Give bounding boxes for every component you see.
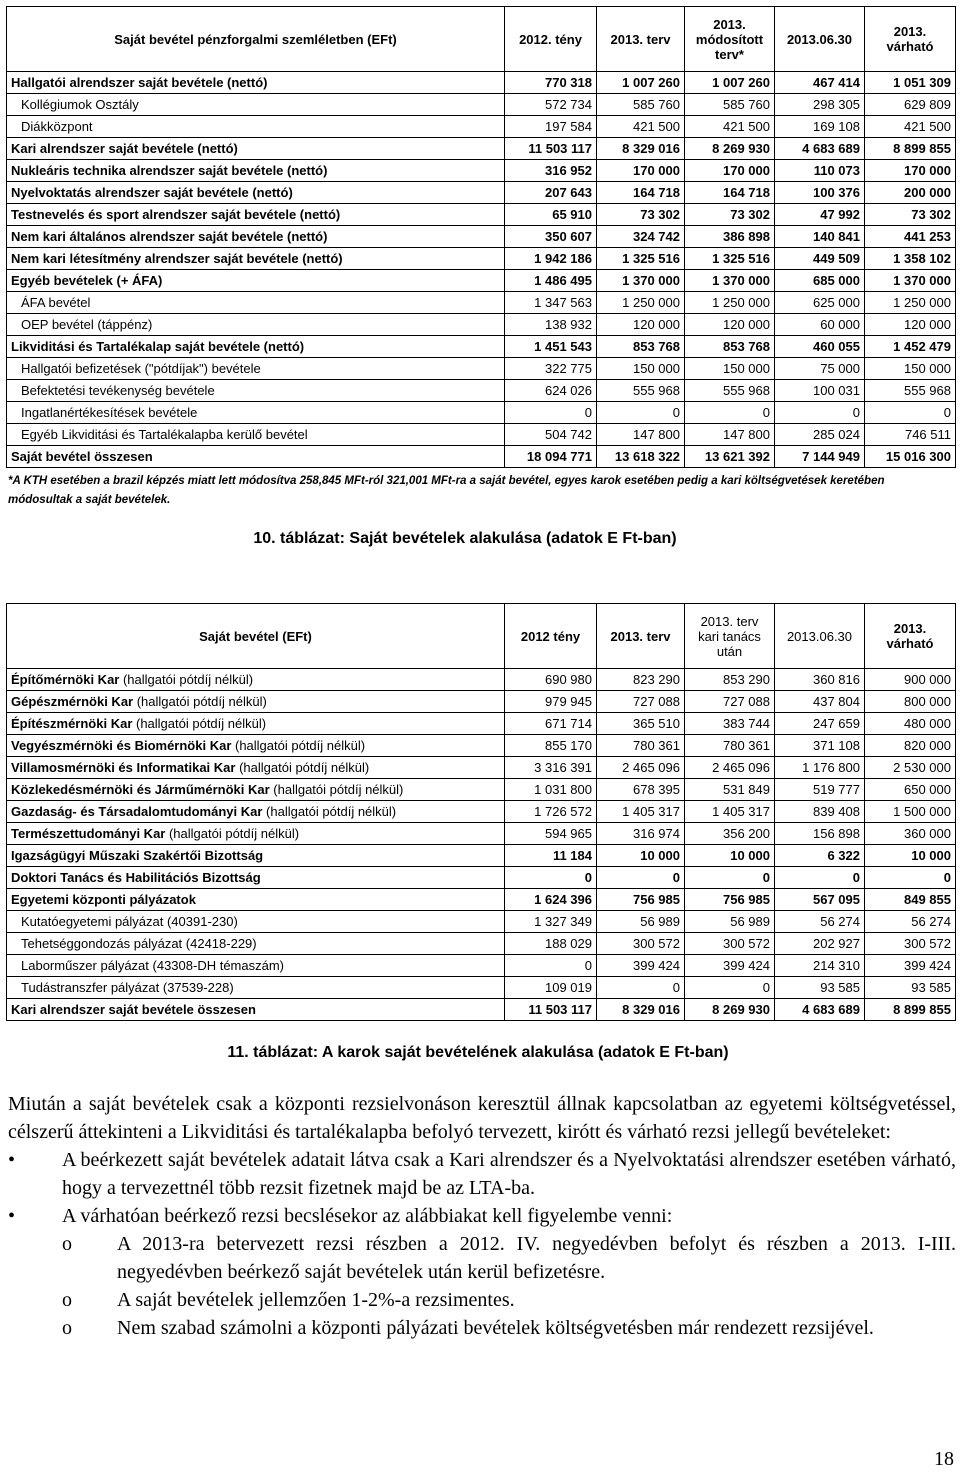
cell-value: 324 742 [597,226,685,248]
column-header: 2013. várható [865,604,956,669]
unit-note: (hallgatói pótdíj nélkül) [269,782,404,797]
table-row [7,691,956,713]
table-row [7,713,956,735]
cell-value: 746 511 [865,424,956,446]
cell-value: 399 424 [685,955,775,977]
cell-value: 480 000 [865,713,956,735]
unit-name: Közlekedésmérnöki és Járműmérnöki Kar [11,782,270,797]
table-row [7,801,956,823]
cell-value: 1 624 396 [505,889,597,911]
cell-value: 93 585 [865,977,956,999]
table-row [7,336,956,358]
cell-value: 0 [505,402,597,424]
column-header: 2013. módosított terv* [685,7,775,72]
cell-value: 1 007 260 [685,72,775,94]
table-footnote: *A KTH esetében a brazil képzés miatt lett módosítva 258,845 MFt-ról 321,001 MFt-ra a saját bevétel, egyes karok esetében pedig a kari költségvetések keretében módosultak a saját bevételek. [8,475,885,506]
unit-note: Kutatóegyetemi pályázat (40391-230) [21,914,238,929]
table-row [7,911,956,933]
cell-value: 820 000 [865,735,956,757]
cell-value: 1 176 800 [775,757,865,779]
circle-bullet-icon: o [62,1317,72,1339]
row-label: Egyéb bevételek (+ ÁFA) [7,270,505,292]
row-label [7,977,505,999]
bullet-icon: • [8,1205,16,1227]
row-label [7,867,505,889]
cell-value: 360 816 [775,669,865,691]
cell-value: 678 395 [597,779,685,801]
cell-value: 156 898 [775,823,865,845]
unit-note: (hallgatói pótdíj nélkül) [235,760,370,775]
unit-note: (hallgatói pótdíj nélkül) [262,804,397,819]
unit-note: Tudástranszfer pályázat (37539-228) [21,980,234,995]
unit-name: Igazságügyi Műszaki Szakértői Bizottság [11,848,264,863]
cell-value: 849 855 [865,889,956,911]
unit-note: (hallgatói pótdíj nélkül) [132,716,267,731]
cell-value: 756 985 [685,889,775,911]
cell-value: 8 329 016 [597,999,685,1021]
table-row [7,358,956,380]
table-row [7,94,956,116]
bullet-item [8,1146,956,1202]
cell-value: 421 500 [685,116,775,138]
cell-value: 629 809 [865,94,956,116]
cell-value: 0 [865,402,956,424]
cell-value: 56 989 [597,911,685,933]
table-row [7,669,956,691]
cell-value: 853 290 [685,669,775,691]
cell-value: 625 000 [775,292,865,314]
row-label [7,823,505,845]
cell-value: 188 029 [505,933,597,955]
table-row [7,977,956,999]
table-row [7,116,956,138]
bullet-text: A várhatóan beérkező rezsi becslésekor az alábbiakat kell figyelembe venni: [62,1205,673,1227]
cell-value: 900 000 [865,669,956,691]
row-label: Kollégiumok Osztály [7,94,505,116]
cell-value: 8 899 855 [865,138,956,160]
cell-value: 690 980 [505,669,597,691]
table-row [7,314,956,336]
cell-value: 147 800 [685,424,775,446]
table-caption: 11. táblázat: A karok saját bevételének alakulása (adatok E Ft-ban) [227,1044,729,1061]
cell-value: 100 031 [775,380,865,402]
row-label [7,933,505,955]
table-row [7,845,956,867]
cell-value: 0 [597,977,685,999]
unit-name: Kari alrendszer saját bevétele összesen [11,1002,256,1017]
cell-value: 300 572 [597,933,685,955]
cell-value: 138 932 [505,314,597,336]
table-row [7,138,956,160]
cell-value: 585 760 [685,94,775,116]
cell-value: 1 250 000 [685,292,775,314]
cell-value: 150 000 [865,358,956,380]
cell-value: 247 659 [775,713,865,735]
table-row [7,757,956,779]
cell-value: 170 000 [685,160,775,182]
cell-value: 0 [505,867,597,889]
cell-value: 756 985 [597,889,685,911]
cell-value: 202 927 [775,933,865,955]
cell-value: 10 000 [597,845,685,867]
unit-name: Építészmérnöki Kar [11,716,133,731]
unit-name: Egyetemi központi pályázatok [11,892,196,907]
cell-value: 727 088 [685,691,775,713]
cell-value: 207 643 [505,182,597,204]
row-label [7,801,505,823]
cell-value: 449 509 [775,248,865,270]
unit-name: Vegyészmérnöki és Biomérnöki Kar [11,738,232,753]
bullet-item [8,1202,956,1230]
row-label: Nyelvoktatás alrendszer saját bevétele (nettó) [7,182,505,204]
unit-note: (hallgatói pótdíj nélkül) [119,672,254,687]
row-label: Saját bevétel összesen [7,446,505,468]
cell-value: 0 [505,955,597,977]
cell-value: 65 910 [505,204,597,226]
cell-value: 504 742 [505,424,597,446]
row-label: Hallgatói befizetések ("pótdíjak") bevétele [7,358,505,380]
column-header: 2013.06.30 [775,604,865,669]
cell-value: 164 718 [685,182,775,204]
cell-value: 100 376 [775,182,865,204]
circle-bullet-icon: o [62,1233,72,1255]
cell-value: 109 019 [505,977,597,999]
cell-value: 300 572 [865,933,956,955]
cell-value: 8 899 855 [865,999,956,1021]
unit-note: Laborműszer pályázat (43308-DH témaszám) [21,958,284,973]
cell-value: 140 841 [775,226,865,248]
cell-value: 298 305 [775,94,865,116]
row-label [7,713,505,735]
cell-value: 2 465 096 [685,757,775,779]
cell-value: 0 [597,867,685,889]
cell-value: 60 000 [775,314,865,336]
column-header: 2013. várható [865,7,956,72]
cell-value: 360 000 [865,823,956,845]
page-number: 18 [934,1448,954,1470]
cell-value: 839 408 [775,801,865,823]
cell-value: 371 108 [775,735,865,757]
cell-value: 8 269 930 [685,999,775,1021]
cell-value: 1 347 563 [505,292,597,314]
table-row [7,226,956,248]
table-row [7,823,956,845]
cell-value: 421 500 [597,116,685,138]
row-label: Testnevelés és sport alrendszer saját bevétele (nettó) [7,204,505,226]
cell-value: 13 618 322 [597,446,685,468]
cell-value: 56 989 [685,911,775,933]
table-row [7,380,956,402]
cell-value: 1 031 800 [505,779,597,801]
cell-value: 170 000 [597,160,685,182]
table-header-row [7,7,956,72]
cell-value: 1 726 572 [505,801,597,823]
cell-value: 399 424 [865,955,956,977]
cell-value: 73 302 [685,204,775,226]
row-label [7,779,505,801]
cell-value: 1 250 000 [597,292,685,314]
unit-name: Gépészmérnöki Kar [11,694,134,709]
cell-value: 73 302 [865,204,956,226]
cell-value: 770 318 [505,72,597,94]
sub-list-text: A saját bevételek jellemzően 1-2%-a rezsimentes. [117,1289,515,1311]
table-row [7,446,956,468]
cell-value: 555 968 [597,380,685,402]
table-caption: 10. táblázat: Saját bevételek alakulása (adatok E Ft-ban) [253,530,677,547]
cell-value: 853 768 [685,336,775,358]
cell-value: 1 405 317 [597,801,685,823]
cell-value: 169 108 [775,116,865,138]
row-label [7,691,505,713]
cell-value: 0 [685,867,775,889]
row-label: OEP bevétel (táppénz) [7,314,505,336]
cell-value: 316 974 [597,823,685,845]
cell-value: 1 500 000 [865,801,956,823]
cell-value: 2 465 096 [597,757,685,779]
cell-value: 0 [865,867,956,889]
cell-value: 150 000 [597,358,685,380]
cell-value: 567 095 [775,889,865,911]
table-row [7,72,956,94]
cell-value: 1 405 317 [685,801,775,823]
cell-value: 7 144 949 [775,446,865,468]
cell-value: 120 000 [685,314,775,336]
bullet-icon: • [8,1149,16,1171]
cell-value: 572 734 [505,94,597,116]
cell-value: 8 269 930 [685,138,775,160]
cell-value: 531 849 [685,779,775,801]
row-label: Diákközpont [7,116,505,138]
cell-value: 467 414 [775,72,865,94]
sub-list-item [8,1314,956,1342]
cell-value: 1 007 260 [597,72,685,94]
cell-value: 15 016 300 [865,446,956,468]
cell-value: 555 968 [865,380,956,402]
row-label [7,669,505,691]
cell-value: 8 329 016 [597,138,685,160]
column-header: 2012. tény [505,7,597,72]
cell-value: 13 621 392 [685,446,775,468]
row-label: Hallgatói alrendszer saját bevétele (nettó) [7,72,505,94]
table-header-row [7,604,956,669]
row-label [7,889,505,911]
table-row [7,204,956,226]
sub-list-text: Nem szabad számolni a központi pályázati bevételek költségvetésben már rendezett rezsijével. [117,1317,874,1339]
cell-value: 214 310 [775,955,865,977]
cell-value: 1 325 516 [597,248,685,270]
cell-value: 823 290 [597,669,685,691]
row-label [7,757,505,779]
row-label [7,911,505,933]
cell-value: 853 768 [597,336,685,358]
table-row [7,999,956,1021]
cell-value: 56 274 [775,911,865,933]
cell-value: 671 714 [505,713,597,735]
column-header: Saját bevétel (EFt) [7,604,505,669]
cell-value: 4 683 689 [775,138,865,160]
unit-note: (hallgatói pótdíj nélkül) [133,694,267,709]
column-header: 2012 tény [505,604,597,669]
cell-value: 594 965 [505,823,597,845]
cell-value: 555 968 [685,380,775,402]
cell-value: 150 000 [685,358,775,380]
cell-value: 1 370 000 [597,270,685,292]
cell-value: 56 274 [865,911,956,933]
cell-value: 421 500 [865,116,956,138]
column-header: Saját bevétel pénzforgalmi szemléletben (EFt) [7,7,505,72]
cell-value: 386 898 [685,226,775,248]
row-label: Likviditási és Tartalékalap saját bevétele (nettó) [7,336,505,358]
cell-value: 285 024 [775,424,865,446]
cell-value: 399 424 [597,955,685,977]
cell-value: 73 302 [597,204,685,226]
row-label: Nem kari létesítmény alrendszer saját bevétele (nettó) [7,248,505,270]
cell-value: 1 370 000 [685,270,775,292]
intro-paragraph: Miután a saját bevételek csak a központi rezsielvonáson keresztül állnak kapcsolatban az egyetemi költségvetéssel, célszerű áttekinteni a Likviditási és tartalékalapba befolyó tervezett, kirótt és várható rezsi jellegű bevételeket: [8,1093,956,1143]
unit-note: Tehetséggondozás pályázat (42418-229) [21,936,257,951]
cell-value: 110 073 [775,160,865,182]
table-row [7,955,956,977]
cell-value: 350 607 [505,226,597,248]
table-row [7,889,956,911]
table-row [7,270,956,292]
cell-value: 197 584 [505,116,597,138]
row-label: Nem kari általános alrendszer saját bevétele (nettó) [7,226,505,248]
cell-value: 855 170 [505,735,597,757]
unit-name: Természettudományi Kar [11,826,166,841]
unit-note: (hallgatói pótdíj nélkül) [165,826,300,841]
cell-value: 383 744 [685,713,775,735]
bullet-text: A beérkezett saját bevételek adatait látva csak a Kari alrendszer és a Nyelvoktatási alrendszer esetében várható, hogy a tervezettnél több rezsit fizetnek majd be az LTA-ba. [62,1149,956,1199]
cell-value: 519 777 [775,779,865,801]
cell-value: 780 361 [685,735,775,757]
cell-value: 780 361 [597,735,685,757]
cell-value: 10 000 [685,845,775,867]
row-label [7,999,505,1021]
cell-value: 365 510 [597,713,685,735]
cell-value: 47 992 [775,204,865,226]
unit-name: Építőmérnöki Kar [11,672,120,687]
cell-value: 3 316 391 [505,757,597,779]
cell-value: 10 000 [865,845,956,867]
cell-value: 1 325 516 [685,248,775,270]
cell-value: 0 [597,402,685,424]
cell-value: 1 327 349 [505,911,597,933]
circle-bullet-icon: o [62,1289,72,1311]
body-text [8,1090,956,1342]
cell-value: 0 [775,402,865,424]
cell-value: 356 200 [685,823,775,845]
cell-value: 11 503 117 [505,999,597,1021]
table-row [7,248,956,270]
cell-value: 585 760 [597,94,685,116]
cell-value: 437 804 [775,691,865,713]
cell-value: 170 000 [865,160,956,182]
cell-value: 1 452 479 [865,336,956,358]
cell-value: 1 451 543 [505,336,597,358]
table-row [7,933,956,955]
own-revenue-table [6,6,956,468]
cell-value: 120 000 [865,314,956,336]
table-row [7,867,956,889]
sub-list-text: A 2013-ra betervezett rezsi részben a 2012. IV. negyedévben befolyt és részben a 2013. I-III. negyedévben beérkező saját bevételek után kerül befizetésre. [117,1233,956,1283]
unit-name: Gazdaság- és Társadalomtudományi Kar [11,804,263,819]
row-label: Kari alrendszer saját bevétele (nettó) [7,138,505,160]
faculty-revenue-table [6,603,956,1021]
column-header: 2013. terv kari tanács után [685,604,775,669]
cell-value: 18 094 771 [505,446,597,468]
table-row [7,424,956,446]
cell-value: 322 775 [505,358,597,380]
cell-value: 1 370 000 [865,270,956,292]
cell-value: 1 358 102 [865,248,956,270]
table-row [7,735,956,757]
cell-value: 93 585 [775,977,865,999]
sub-list-item [8,1230,956,1286]
cell-value: 685 000 [775,270,865,292]
row-label [7,845,505,867]
cell-value: 2 530 000 [865,757,956,779]
cell-value: 147 800 [597,424,685,446]
cell-value: 1 486 495 [505,270,597,292]
cell-value: 6 322 [775,845,865,867]
table-row [7,292,956,314]
cell-value: 11 503 117 [505,138,597,160]
row-label: Nukleáris technika alrendszer saját bevétele (nettó) [7,160,505,182]
column-header: 2013. terv [597,604,685,669]
cell-value: 120 000 [597,314,685,336]
row-label [7,955,505,977]
unit-note: (hallgatói pótdíj nélkül) [231,738,366,753]
row-label: Egyéb Likviditási és Tartalékalapba kerülő bevétel [7,424,505,446]
cell-value: 164 718 [597,182,685,204]
cell-value: 624 026 [505,380,597,402]
table-row [7,779,956,801]
cell-value: 316 952 [505,160,597,182]
row-label: Ingatlanértékesítések bevétele [7,402,505,424]
cell-value: 441 253 [865,226,956,248]
cell-value: 1 051 309 [865,72,956,94]
cell-value: 4 683 689 [775,999,865,1021]
cell-value: 1 250 000 [865,292,956,314]
sub-list-item [8,1286,956,1314]
column-header: 2013. terv [597,7,685,72]
cell-value: 460 055 [775,336,865,358]
cell-value: 727 088 [597,691,685,713]
cell-value: 0 [685,977,775,999]
table-row [7,402,956,424]
cell-value: 800 000 [865,691,956,713]
cell-value: 300 572 [685,933,775,955]
cell-value: 650 000 [865,779,956,801]
cell-value: 75 000 [775,358,865,380]
row-label: ÁFA bevétel [7,292,505,314]
row-label [7,735,505,757]
cell-value: 1 942 186 [505,248,597,270]
cell-value: 0 [775,867,865,889]
unit-name: Villamosmérnöki és Informatikai Kar [11,760,236,775]
table-row [7,182,956,204]
cell-value: 11 184 [505,845,597,867]
column-header: 2013.06.30 [775,7,865,72]
cell-value: 979 945 [505,691,597,713]
unit-name: Doktori Tanács és Habilitációs Bizottság [11,870,261,885]
table-row [7,160,956,182]
cell-value: 0 [685,402,775,424]
cell-value: 200 000 [865,182,956,204]
row-label: Befektetési tevékenység bevétele [7,380,505,402]
